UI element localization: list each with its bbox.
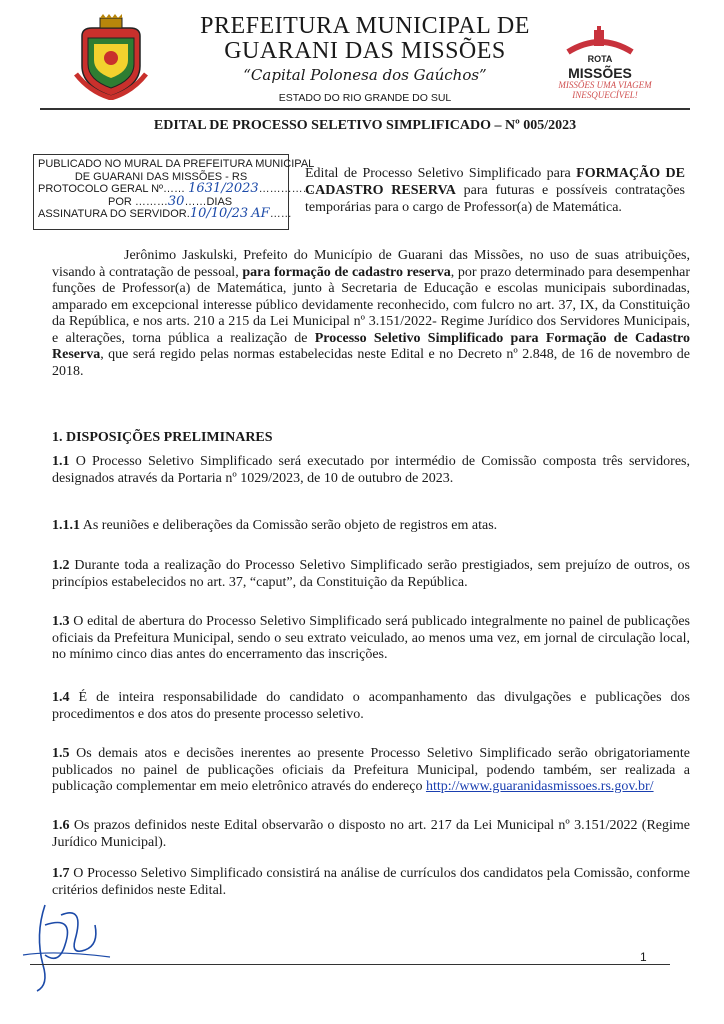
section-heading: 1. DISPOSIÇÕES PRELIMINARES <box>52 430 273 445</box>
clause-1-5: 1.5 Os demais atos e decisões inerentes ao presente Processo Seletivo Simplificado serão obrigatoriamente publicados no painel de publicações oficiais da Prefeitura Municipal, podendo também, ser realizada a publicação complementar em meio eletrônico através do endereço http://www.guaranidasmissoes.rs.gov.br/ <box>52 746 690 794</box>
header-divider <box>40 108 690 110</box>
clause-1-7: 1.7 O Processo Seletivo Simplificado consistirá na análise de currículos dos candidatos pela Comissão, conforme critérios definidos neste Edital. <box>52 866 690 898</box>
clause-1-1: 1.1 O Processo Seletivo Simplificado será executado por intermédio de Comissão composta três servidores, designados através da Portaria nº 1029/2023, de 10 de outubro de 2023. <box>52 454 690 486</box>
municipal-crest-icon <box>70 14 152 100</box>
edital-title: EDITAL DE PROCESSO SELETIVO SIMPLIFICADO – Nº 005/2023 <box>153 118 577 133</box>
municipality-title: PREFEITURA MUNICIPAL DE GUARANI DAS MISSÕES <box>200 13 530 64</box>
edital-summary: Edital de Processo Seletivo Simplificado para FORMAÇÃO DE CADASTRO RESERVA para futuras e possíveis contratações temporárias para o cargo de Professor(a) de Matemática. <box>305 166 686 215</box>
clause-1-6: 1.6 Os prazos definidos neste Edital observarão o disposto no art. 217 da Lei Municipal nº 3.151/2022 (Regime Jurídico Municipal). <box>52 818 690 850</box>
stamp-protocolo: PROTOCOLO GERAL Nº…… 1631/2023…………… <box>38 181 314 196</box>
rota-missoes-label: ROTA MISSÕES <box>568 54 632 81</box>
handwritten-signature-icon <box>15 895 125 995</box>
publication-stamp <box>33 154 315 230</box>
page-number: 1 <box>640 950 647 964</box>
clause-1-2: 1.2 Durante toda a realização do Processo Seletivo Simplificado serão prestigiados, sem prejuízo de outros, os princípios estabelecidos no art. 37, “caput”, da Constituição da República. <box>52 558 690 590</box>
municipal-website-link[interactable]: http://www.guaranidasmissoes.rs.gov.br/ <box>425 779 654 794</box>
intro-paragraph: Jerônimo Jaskulski, Prefeito do Município de Guarani das Missões, no uso de suas atribuições, visando à contratação de pessoal, para formação de cadastro reserva, por prazo determinado para desempenhar funções de Professor(a) de Matemática, junto à Secretaria de Educação e escolas municipais subordinadas, amparado em excepcional interesse público devidamente reconhecido, com fulcro no art. 37, IX, da Constituição da República, e nos arts. 210 a 215 da Lei Municipal nº 3.151/2022- Regime Jurídico dos Servidores Municipais, e alterações, torna pública a realização de Processo Seletivo Simplificado para Formação de Cadastro Reserva, que será regido pelas normas estabelecidas neste Edital e no Decreto nº 2.848, de 16 de novembro de 2018. <box>52 248 690 379</box>
clause-1-1-1: 1.1.1 As reuniões e deliberações da Comissão serão objeto de registros em atas. <box>52 518 498 533</box>
rota-slogan: MISSÕES UMA VIAGEM INESQUECÍVEL! <box>558 80 652 100</box>
stamp-por: POR ………30……DIAS <box>108 193 233 209</box>
municipality-motto: “Capital Polonesa dos Gaúchos” <box>243 66 487 84</box>
stamp-assinatura: ASSINATURA DO SERVIDOR.10/10/23 AF…… <box>38 206 292 221</box>
clause-1-4: 1.4 É de inteira responsabilidade do candidato o acompanhamento das divulgações e publicações dos procedimentos e dos atos do presente processo seletivo. <box>52 690 690 722</box>
stamp-line1: PUBLICADO NO MURAL DA PREFEITURA MUNICIPAL <box>38 158 315 170</box>
clause-1-3: 1.3 O edital de abertura do Processo Seletivo Simplificado será publicado integralmente no painel de publicações oficiais da Prefeitura Municipal, sendo o seu extrato veiculado, ao menos uma vez, em jornal de circulação local, no mínimo cinco dias antes do encerramento das inscrições. <box>52 614 690 662</box>
state-name: ESTADO DO RIO GRANDE DO SUL <box>278 92 452 104</box>
footer-divider <box>30 964 670 965</box>
stamp-line2: DE GUARANI DAS MISSÕES - RS <box>74 170 248 183</box>
